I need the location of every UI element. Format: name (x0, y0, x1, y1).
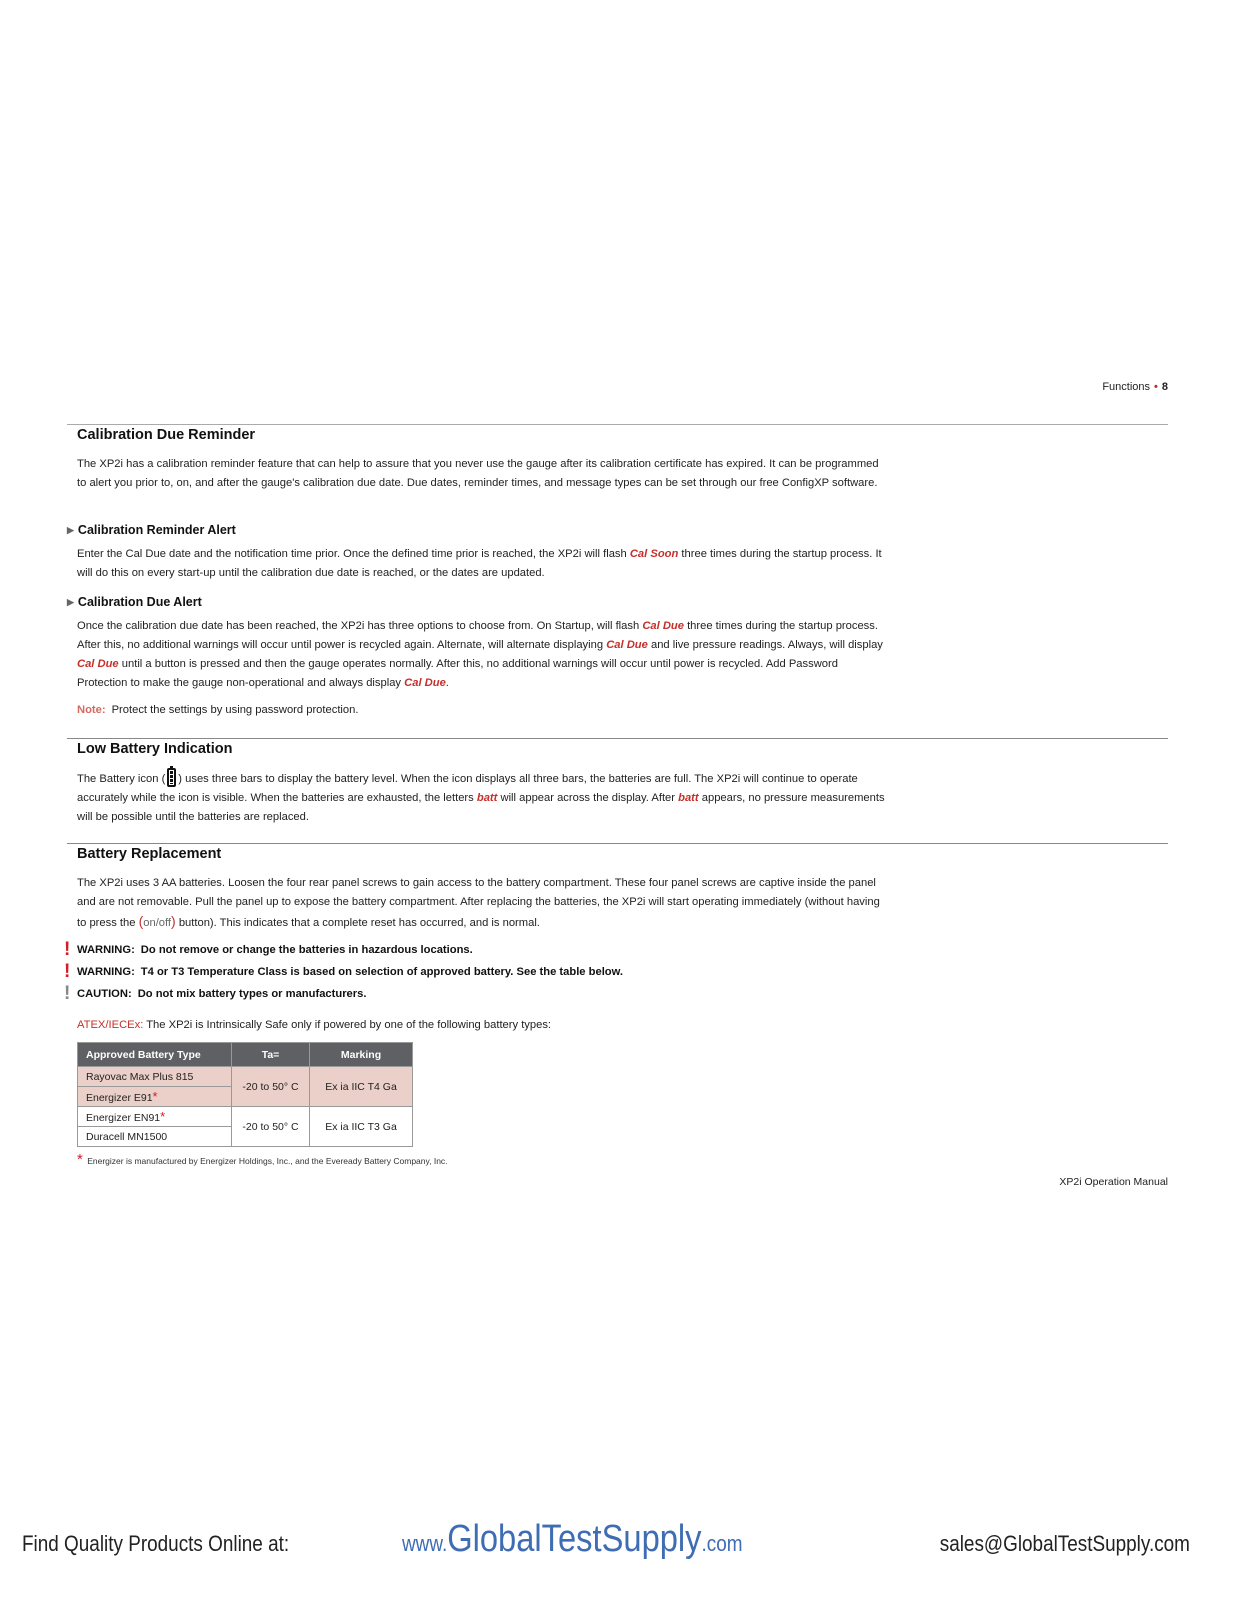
table-row (78, 1067, 413, 1087)
asterisk-icon: * (152, 1089, 158, 1104)
text: Once the calibration due date has been reached, the XP2i has three options to choose from. On Startup, will flash (77, 620, 643, 632)
exclamation-icon: ! (64, 983, 71, 1004)
battery-type-cell (78, 1087, 232, 1107)
cal-due-text: Cal Due (404, 677, 446, 689)
text: appears, no pressure measurements will be possible until the batteries are replaced. (77, 792, 885, 823)
table-header-row (78, 1043, 413, 1067)
caution-battery-types (64, 985, 366, 1003)
warning-text: Do not remove or change the batteries in hazardous locations. (140, 944, 473, 956)
atex-label: ATEX/IECEx: (77, 1019, 144, 1031)
warning-text: T4 or T3 Temperature Class is based on selection of approved battery. See the table below. (140, 966, 624, 978)
warning-hazardous-locations (64, 941, 473, 959)
atex-text: The XP2i is Intrinsically Safe only if powered by one of the following battery types: (146, 1019, 552, 1031)
asterisk-icon: * (160, 1109, 166, 1124)
table-row (78, 1107, 413, 1127)
battery-type-cell: Rayovac Max Plus 815 (78, 1067, 232, 1087)
text: Enter the Cal Due date and the notification time prior. Once the defined time prior is reached, the XP2i will flash (77, 548, 630, 560)
note (77, 701, 887, 720)
bullet-icon: • (1154, 381, 1158, 393)
exclamation-icon: ! (64, 939, 71, 960)
warning-label: WARNING: (77, 966, 135, 978)
subsection-calibration-reminder-alert (67, 523, 236, 537)
subsection-title: Calibration Reminder Alert (77, 523, 236, 537)
column-header: Ta= (232, 1043, 310, 1067)
text: will appear across the display. After (497, 792, 679, 804)
banner-website-link[interactable] (402, 1518, 743, 1561)
text: three times during the startup process. It will do this on every start-up until the calibration due date is reached, or the dates are updated. (77, 548, 882, 579)
footnote-text: Energizer is manufactured by Energizer Holdings, Inc., and the Eveready Battery Company, Inc. (87, 1156, 448, 1166)
text: . (445, 677, 449, 689)
url-prefix: www. (402, 1531, 448, 1556)
triangle-bullet-icon: ▶ (67, 524, 74, 535)
calibration-reminder-body: The XP2i has a calibration reminder feature that can help to assure that you never use the gauge after its calibration certificate has expired. It can be programmed to alert you prior to, on, and after the gauge's calibration due date. Due dates, reminder times, and message types can be set through our free ConfigXP software. (77, 458, 879, 489)
column-header: Marking (310, 1043, 413, 1067)
divider (67, 843, 1168, 844)
subsection-title: Calibration Due Alert (77, 595, 202, 609)
exclamation-icon: ! (64, 961, 71, 982)
section-title-low-battery: Low Battery Indication (77, 741, 233, 757)
note-label: Note: (77, 704, 106, 716)
running-header (1102, 381, 1168, 393)
battery-type-cell: Duracell MN1500 (78, 1127, 232, 1147)
text: until a button is pressed and then the gauge operates normally. After this, no additional warnings will occur until power is recycled. Add Password Protection to make the gauge non-operational and always display (77, 658, 838, 689)
url-main: GlobalTestSupply (447, 1518, 702, 1560)
caution-label: CAUTION: (77, 988, 132, 1000)
ta-cell: -20 to 50° C (232, 1067, 310, 1107)
warning-temperature-class (64, 963, 623, 981)
battery-name: Energizer EN91 (86, 1112, 161, 1124)
cal-due-text: Cal Due (642, 620, 684, 632)
low-battery-body (77, 768, 887, 827)
calibration-reminder-alert-body (77, 545, 887, 583)
text: The XP2i uses 3 AA batteries. Loosen the four rear panel screws to gain access to the battery compartment. These four panel screws are captive inside the panel and are not removable. Pull the panel up to expose the battery compartment. After replacing the batteries, the XP2i will start operating immediately (without having to press the (77, 877, 880, 929)
footnote (77, 1151, 448, 1168)
battery-replacement-body (77, 874, 887, 933)
subsection-calibration-due-alert (67, 595, 202, 609)
marking-cell: Ex ia IIC T4 Ga (310, 1067, 413, 1107)
calibration-due-alert-body (77, 617, 887, 693)
atex-statement (77, 1016, 887, 1035)
battery-type-cell (78, 1107, 232, 1127)
approved-battery-table (77, 1042, 413, 1147)
text: ) uses three bars to display the battery level. When the icon displays all three bars, the batteries are full. The XP2i will continue to operate accurately while the icon is visible. When the batteries are exhausted, the letters (77, 773, 858, 804)
column-header: Approved Battery Type (78, 1043, 232, 1067)
battery-name: Energizer E91 (86, 1092, 153, 1104)
warning-label: WARNING: (77, 944, 135, 956)
section-title-battery-replacement: Battery Replacement (77, 846, 222, 862)
on-off-label: on/off (143, 917, 172, 929)
manual-title: XP2i Operation Manual (1059, 1176, 1168, 1188)
banner-email-link[interactable]: sales@GlobalTestSupply.com (939, 1531, 1190, 1556)
section-name: Functions (1102, 381, 1151, 393)
asterisk-icon: * (77, 1151, 83, 1168)
cal-due-text: Cal Due (606, 639, 648, 651)
text: button). This indicates that a complete reset has occurred, and is normal. (175, 917, 540, 929)
on-off-button-icon: (on/off) (138, 913, 176, 929)
note-text: Protect the settings by using password protection. (111, 704, 359, 716)
batt-text: batt (678, 792, 699, 804)
text: and live pressure readings. Always, will display (647, 639, 883, 651)
batt-text: batt (476, 792, 498, 804)
text: The Battery icon ( (77, 773, 166, 785)
url-suffix: .com (701, 1531, 743, 1556)
battery-icon (167, 768, 176, 787)
caution-text: Do not mix battery types or manufacturers. (137, 988, 367, 1000)
marking-cell: Ex ia IIC T3 Ga (310, 1107, 413, 1147)
divider (67, 738, 1168, 739)
ta-cell: -20 to 50° C (232, 1107, 310, 1147)
cal-soon-text: Cal Soon (629, 548, 679, 560)
triangle-bullet-icon: ▶ (67, 596, 74, 607)
cal-due-text: Cal Due (77, 658, 119, 670)
text: three times during the startup process. After this, no additional warnings will occur until power is recycled again. Alternate, will alternate displaying (77, 620, 878, 651)
banner-tagline: Find Quality Products Online at: (22, 1531, 290, 1556)
divider (67, 424, 1168, 425)
section-title-calibration-due-reminder: Calibration Due Reminder (77, 427, 256, 443)
page-number: 8 (1161, 381, 1168, 393)
